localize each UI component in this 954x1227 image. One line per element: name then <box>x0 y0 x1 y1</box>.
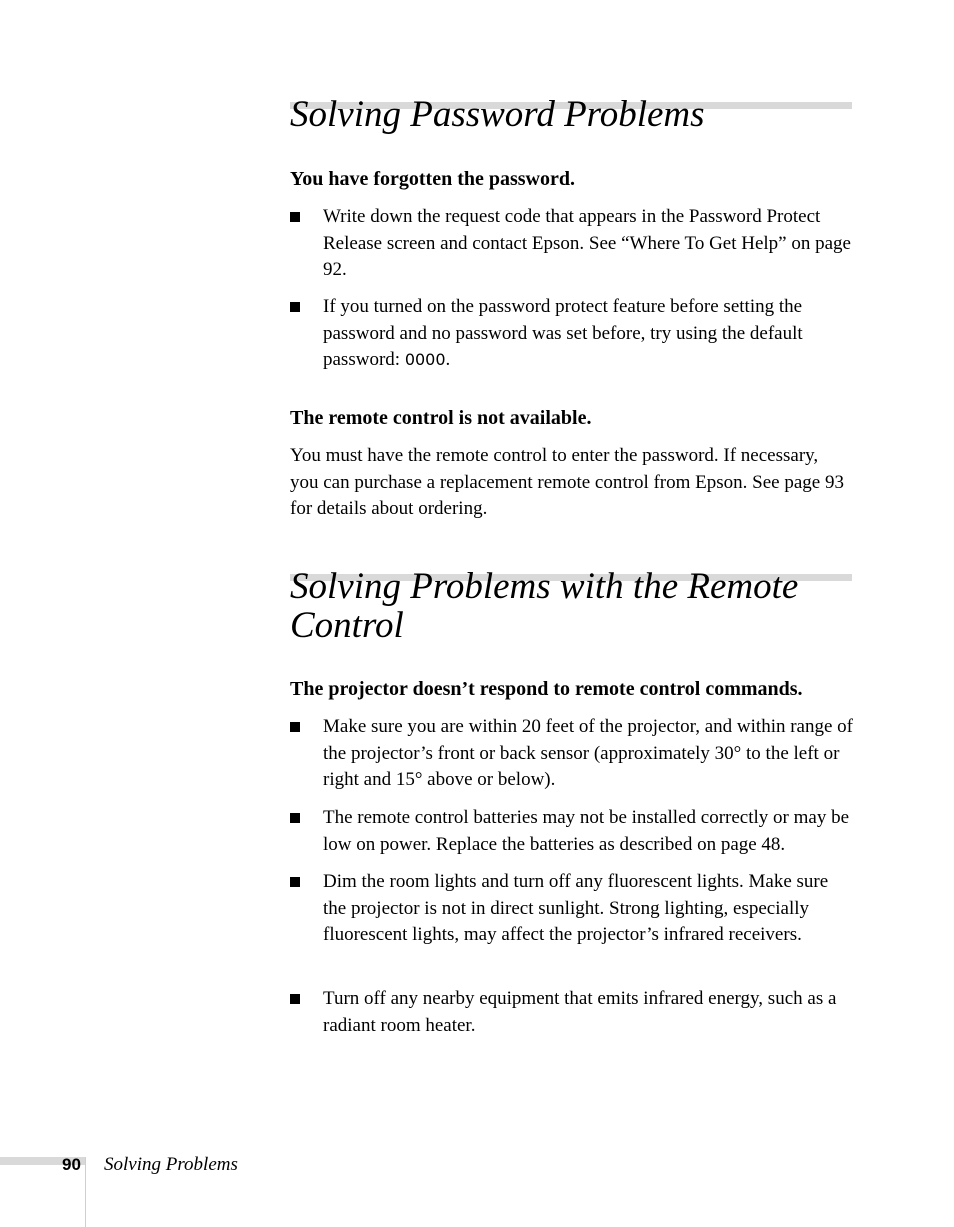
list-item-text: Make sure you are within 20 feet of the projector, and within range of the projector’s front or back sensor (approximately 30° to the left or right and 15° above or below). <box>323 716 854 790</box>
list-item-text <box>323 294 853 374</box>
page-number: 90 <box>62 1155 81 1174</box>
bullet-square-icon <box>290 722 300 732</box>
footer-divider <box>85 1157 86 1227</box>
list-item-text: Write down the request code that appears in the Password Protect Release screen and contact Epson. See “Where To Get Help” on page 92. <box>323 206 851 280</box>
bullet-square-icon <box>290 212 300 222</box>
section-title-line-2: Control <box>290 605 404 646</box>
problem-heading-forgotten-password: You have forgotten the password. <box>290 168 575 190</box>
paragraph-remote-unavailable: You must have the remote control to enter the password. If necessary, you can purchase a replacement remote control from Epson. See page 93 for details about ordering. <box>290 445 844 519</box>
bullet-square-icon <box>290 877 300 887</box>
sentence-end: . <box>445 349 451 370</box>
footer-chapter-title: Solving Problems <box>104 1154 238 1175</box>
section-title-remote <box>290 567 850 645</box>
list-item-text: Turn off any nearby equipment that emits infrared energy, such as a radiant room heater. <box>323 988 837 1036</box>
list-item-text: The remote control batteries may not be installed correctly or may be low on power. Replace the batteries as described on page 48. <box>323 807 849 855</box>
problem-heading-no-response: The projector doesn’t respond to remote control commands. <box>290 678 803 700</box>
bullet-square-icon <box>290 813 300 823</box>
list-item-text: Dim the room lights and turn off any fluorescent lights. Make sure the projector is not in direct sunlight. Strong lighting, especially fluorescent lights, may affect the projector’s infrared receivers. <box>323 871 829 945</box>
list-item-text-main: If you turned on the password protect feature before setting the password and no password was set before, try using the default password: <box>323 296 803 370</box>
bullet-square-icon <box>290 302 300 312</box>
default-password: 0000 <box>404 350 446 369</box>
section-title-password: Solving Password Problems <box>290 94 705 135</box>
problem-heading-remote-unavailable: The remote control is not available. <box>290 407 592 429</box>
section-title-line-1: Solving Problems with the Remote <box>290 566 799 607</box>
bullet-square-icon <box>290 994 300 1004</box>
